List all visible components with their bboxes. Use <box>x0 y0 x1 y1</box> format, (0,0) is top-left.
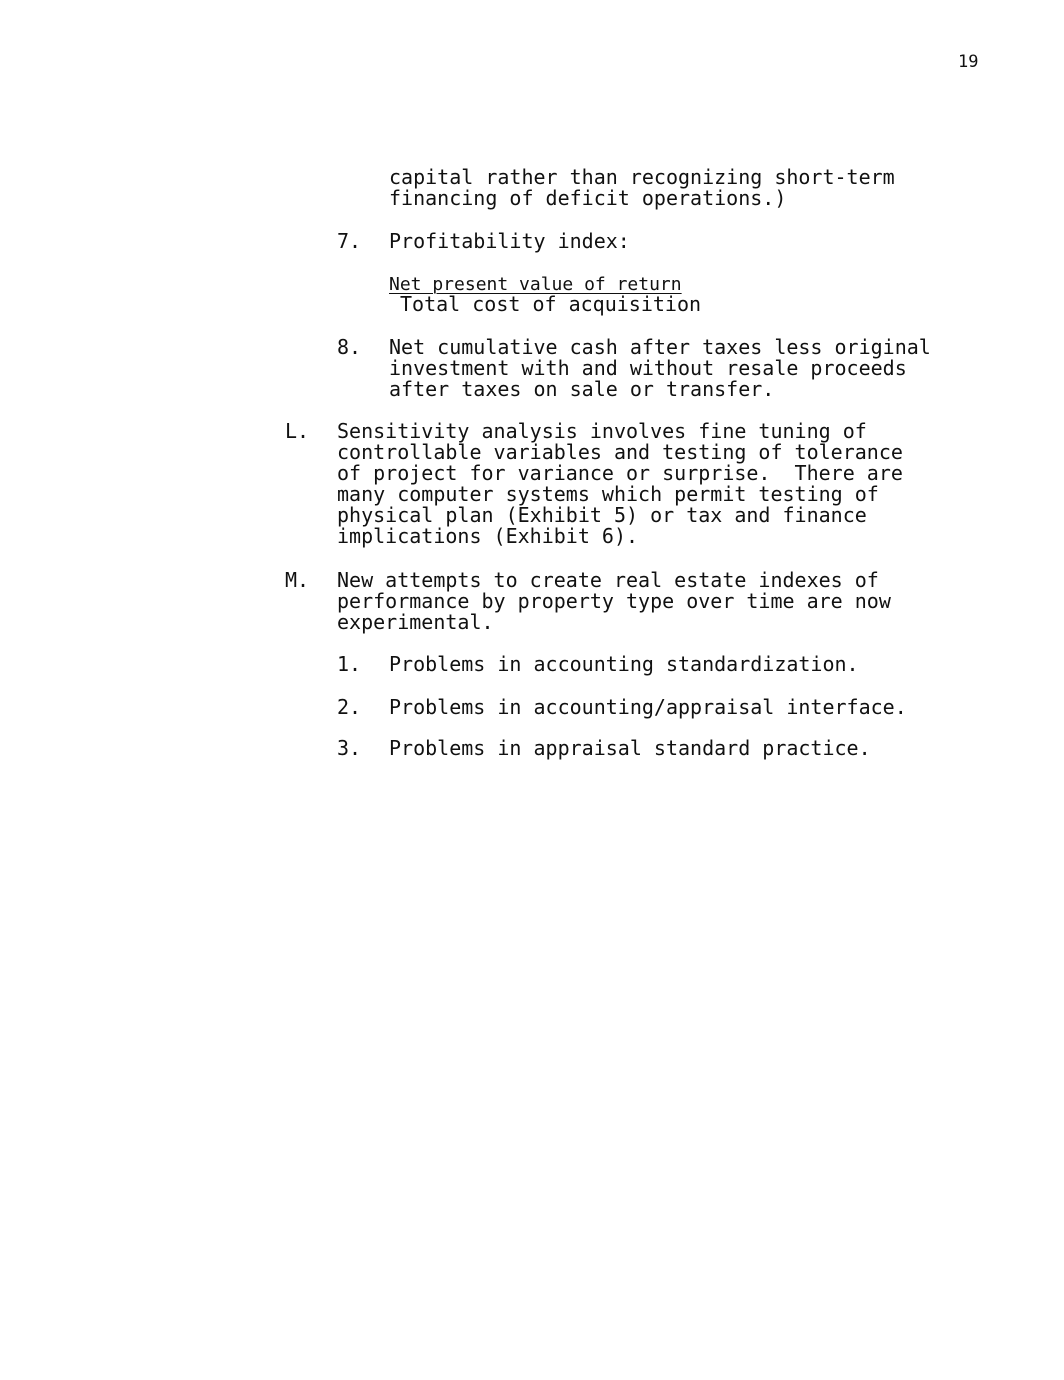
section-m-item-text: Problems in accounting/appraisal interface. <box>389 695 907 719</box>
fraction-numerator: Net present value of return <box>389 274 682 295</box>
continuation-paragraph <box>389 167 895 209</box>
item-7-marker: 7. <box>337 229 362 253</box>
paragraph-line: New attempts to create real estate indexes of <box>337 568 879 592</box>
item-8-marker: 8. <box>337 335 362 359</box>
page-number: 19 <box>958 52 979 72</box>
section-m-item-text: Problems in appraisal standard practice. <box>389 736 871 760</box>
paragraph-line: after taxes on sale or transfer. <box>389 377 775 401</box>
item-8-paragraph <box>389 337 931 400</box>
paragraph-line: investment with and without resale proceeds <box>389 356 907 380</box>
section-m-paragraph <box>337 570 891 633</box>
section-m-item-marker: 1. <box>337 652 362 676</box>
item-7-text: Profitability index: <box>389 229 630 253</box>
paragraph-line: physical plan (Exhibit 5) or tax and finance <box>337 503 867 527</box>
paragraph-line: financing of deficit operations.) <box>389 186 787 210</box>
section-m-marker: M. <box>285 568 310 592</box>
paragraph-line: of project for variance or surprise. There are <box>337 461 903 485</box>
paragraph-line: controllable variables and testing of tolerance <box>337 440 903 464</box>
section-l-marker: L. <box>285 419 310 443</box>
section-m-item-marker: 2. <box>337 695 362 719</box>
section-m-item-text: Problems in accounting standardization. <box>389 652 859 676</box>
paragraph-line: implications (Exhibit 6). <box>337 524 639 548</box>
fraction-denominator: Total cost of acquisition <box>400 292 702 316</box>
paragraph-line: Net cumulative cash after taxes less original <box>389 335 931 359</box>
section-l-paragraph <box>337 421 903 547</box>
paragraph-line: performance by property type over time are now <box>337 589 891 613</box>
section-m-item-marker: 3. <box>337 736 362 760</box>
paragraph-line: Sensitivity analysis involves fine tuning of <box>337 419 867 443</box>
paragraph-line: capital rather than recognizing short-term <box>389 165 895 189</box>
paragraph-line: experimental. <box>337 610 494 634</box>
paragraph-line: many computer systems which permit testing of <box>337 482 879 506</box>
